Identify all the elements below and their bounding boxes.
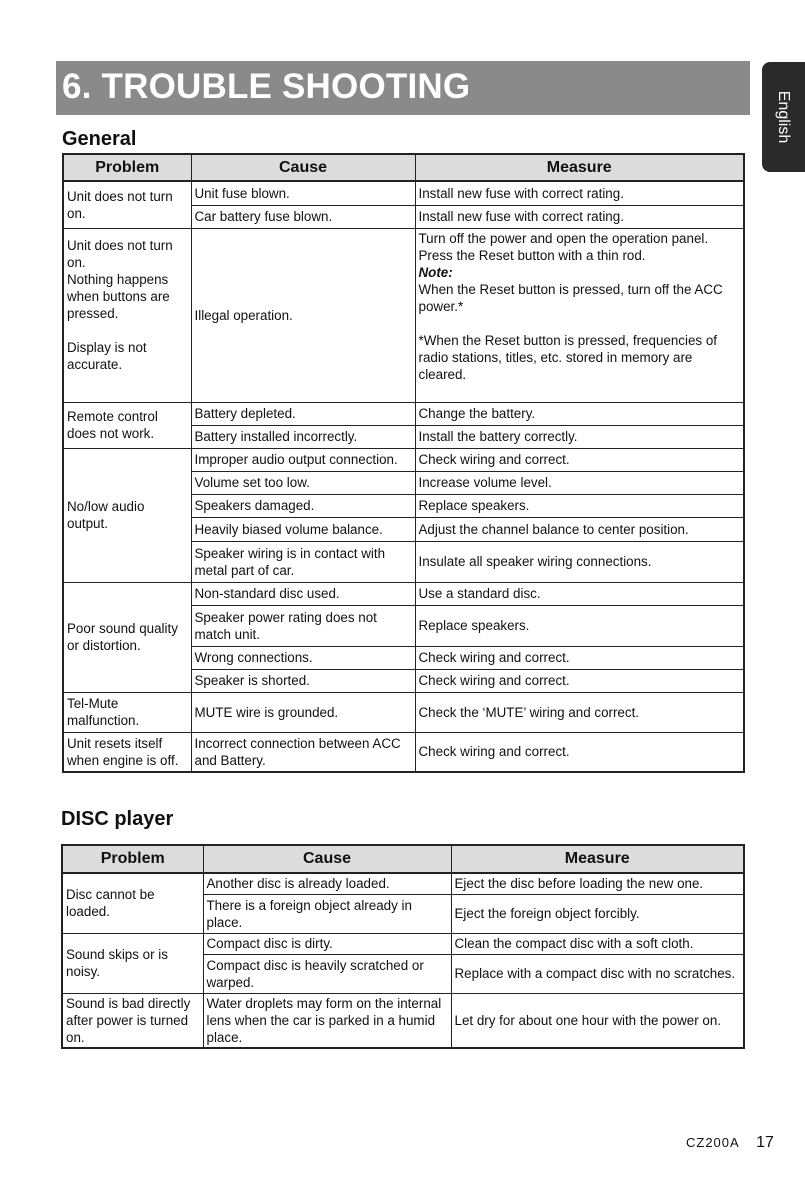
measure-cell: Check wiring and correct. [415,732,744,772]
cause-cell: Another disc is already loaded. [203,873,451,894]
measure-cell: Let dry for about one hour with the power on. [451,993,744,1048]
measure-line: When the Reset button is pressed, turn off the ACC power.* [418,281,723,314]
cause-cell: Water droplets may form on the internal lens when the car is parked in a humid place. [203,993,451,1048]
measure-cell: Use a standard disc. [415,582,744,605]
measure-cell: Insulate all speaker wiring connections. [415,541,744,582]
table-row [63,448,744,471]
problem-cell: Sound skips or is noisy. [62,933,203,993]
measure-cell: Check wiring and correct. [415,448,744,471]
table-row [63,582,744,605]
cause-cell: Volume set too low. [191,471,415,494]
cause-cell: Illegal operation. [191,228,415,402]
cause-cell: Compact disc is heavily scratched or warped. [203,954,451,993]
table-row [63,692,744,732]
measure-cell: Eject the foreign object forcibly. [451,894,744,933]
cause-cell: Battery depleted. [191,402,415,425]
column-header-cause: Cause [191,154,415,181]
measure-line: *When the Reset button is pressed, frequencies of radio stations, titles, etc. stored in memory are cleared. [418,332,717,382]
measure-cell: Change the battery. [415,402,744,425]
page-number: 17 [756,1134,774,1151]
measure-cell: Adjust the channel balance to center position. [415,517,744,541]
measure-cell: Check the ‘MUTE’ wiring and correct. [415,692,744,732]
measure-line: Turn off the power and open the operation panel. Press the Reset button with a thin rod. [418,230,709,263]
cause-cell: Speakers damaged. [191,494,415,517]
table-header-row [62,845,744,873]
cause-cell: Incorrect connection between ACC and Battery. [191,732,415,772]
column-header-problem: Problem [63,154,191,181]
column-header-problem: Problem [62,845,203,873]
measure-cell: Replace speakers. [415,605,744,646]
section-banner [56,61,750,115]
general-trouble-table [62,153,745,773]
table-row [63,732,744,772]
column-header-measure: Measure [451,845,744,873]
table-row [62,933,744,954]
measure-cell: Replace speakers. [415,494,744,517]
disc-trouble-table [61,844,745,1049]
measure-cell: Install new fuse with correct rating. [415,205,744,228]
cause-cell: MUTE wire is grounded. [191,692,415,732]
problem-line: Display is not accurate. [67,339,147,372]
measure-cell: Check wiring and correct. [415,669,744,692]
measure-cell: Increase volume level. [415,471,744,494]
table-row [63,181,744,205]
problem-cell: Unit does not turn on. [63,181,191,228]
table-header-row [63,154,744,181]
problem-cell: Poor sound quality or distortion. [63,582,191,692]
problem-line: Unit does not turn on. [67,237,173,270]
page-title: 6. TROUBLE SHOOTING [62,67,471,106]
measure-cell: Replace with a compact disc with no scratches. [451,954,744,993]
problem-cell: Tel-Mute malfunction. [63,692,191,732]
table-row [62,993,744,1048]
cause-cell: Wrong connections. [191,646,415,669]
table-row [63,228,744,402]
measure-cell: Eject the disc before loading the new one. [451,873,744,894]
problem-cell: No/low audio output. [63,448,191,582]
disc-section-title: DISC player [61,808,174,830]
measure-cell: Install the battery correctly. [415,425,744,448]
measure-cell: Clean the compact disc with a soft cloth. [451,933,744,954]
cause-cell: Speaker wiring is in contact with metal part of car. [191,541,415,582]
measure-cell [415,228,744,402]
column-header-measure: Measure [415,154,744,181]
problem-cell: Sound is bad directly after power is turned on. [62,993,203,1048]
cause-cell: Speaker power rating does not match unit. [191,605,415,646]
cause-cell: Heavily biased volume balance. [191,517,415,541]
measure-cell: Install new fuse with correct rating. [415,181,744,205]
cause-cell: There is a foreign object already in place. [203,894,451,933]
model-number: CZ200A [686,1135,740,1150]
table-row [63,402,744,425]
table-row [62,873,744,894]
cause-cell: Non-standard disc used. [191,582,415,605]
column-header-cause: Cause [203,845,451,873]
cause-cell: Compact disc is dirty. [203,933,451,954]
language-tab [762,62,805,172]
problem-cell [63,228,191,402]
language-tab-label: English [775,90,792,144]
cause-cell: Improper audio output connection. [191,448,415,471]
cause-cell: Speaker is shorted. [191,669,415,692]
cause-cell: Battery installed incorrectly. [191,425,415,448]
cause-cell: Unit fuse blown. [191,181,415,205]
problem-line: Nothing happens when buttons are pressed. [67,271,170,321]
problem-cell: Unit resets itself when engine is off. [63,732,191,772]
problem-cell: Disc cannot be loaded. [62,873,203,933]
general-section-title: General [62,128,137,150]
page-footer [686,1134,774,1152]
problem-cell: Remote control does not work. [63,402,191,448]
cause-cell: Car battery fuse blown. [191,205,415,228]
note-label: Note: [418,264,453,280]
measure-cell: Check wiring and correct. [415,646,744,669]
